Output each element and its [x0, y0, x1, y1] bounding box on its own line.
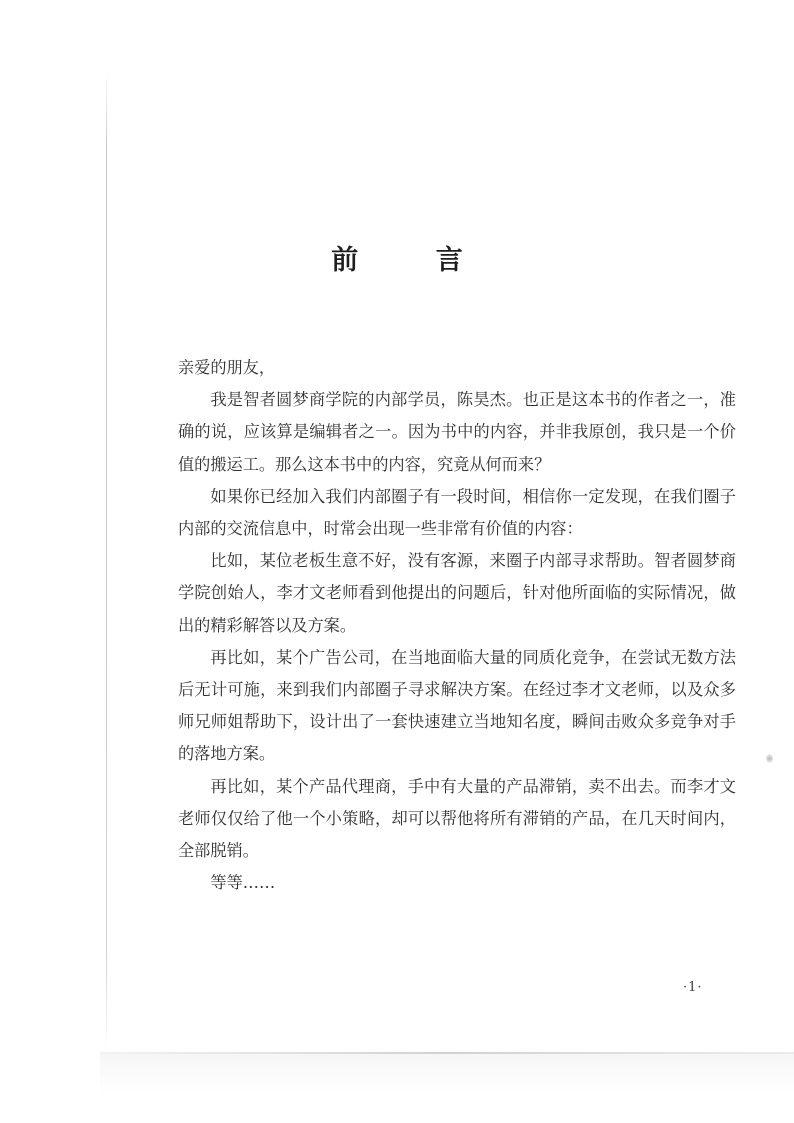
page-title: 前 言 [331, 245, 497, 276]
scan-left-edge [106, 70, 107, 1050]
paragraph-1: 我是智者圆梦商学院的内部学员，陈昊杰。也正是这本书的作者之一，准确的说，应该算是编辑者之一。因为书中的内容，并非我原创，我只是一个价值的搬运工。那么这本书中的内容，究竟从何而来？ [178, 390, 736, 474]
paragraph-3: 比如，某位老板生意不好，没有客源，来圈子内部寻求帮助。智者圆梦商学院创始人，李才文老师看到他提出的问题后，针对他所面临的实际情况，做出的精彩解答以及方案。 [178, 551, 736, 635]
paragraph-6: 等等…… [210, 873, 276, 893]
greeting: 亲爱的朋友， [178, 358, 276, 377]
paragraph-5: 再比如，某个产品代理商，手中有大量的产品滞销，卖不出去。而李才文老师仅仅给了他一个小策略，却可以帮他将所有滞销的产品，在几天时间内，全部脱销。 [178, 776, 736, 861]
body-text [178, 352, 736, 899]
paragraph-2: 如果你已经加入我们内部圈子有一段时间，相信你一定发现，在我们圈子内部的交流信息中，时常会出现一些非常有价值的内容： [178, 486, 736, 539]
page-number: ·1· [683, 980, 703, 995]
scan-speck [766, 754, 773, 763]
scan-bottom-shade [100, 1054, 794, 1123]
paragraph-4: 再比如，某个广告公司，在当地面临大量的同质化竞争，在尝试无数方法后无计可施，来到我们内部圈子寻求解决方案。在经过李才文老师，以及众多师兄师姐帮助下，设计出了一套快速建立当地知名度，瞬间击败众多竞争对手的落地方案。 [178, 647, 736, 764]
